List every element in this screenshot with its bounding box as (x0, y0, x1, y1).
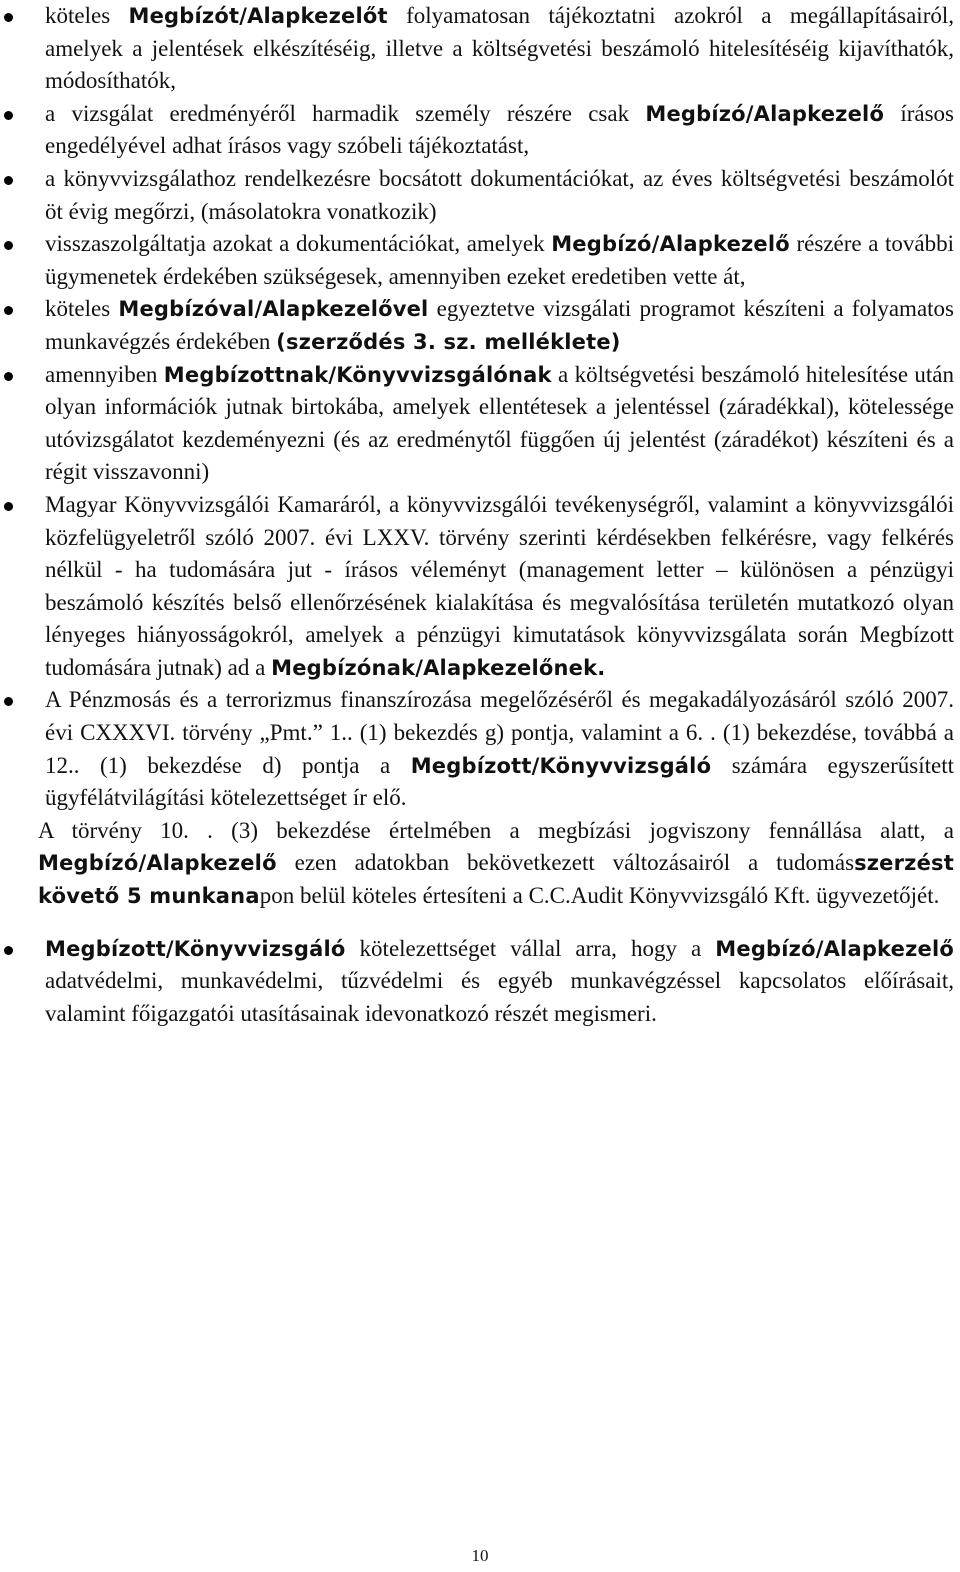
bullet-icon (4, 241, 13, 250)
list-item (0, 293, 960, 358)
text-run: amennyiben (45, 361, 164, 387)
bold-text: Megbízóval/Alapkezelővel (118, 297, 429, 322)
text-run: Magyar Könyvvizsgálói Kamaráról, a könyvvizsgálói tevékenységről, valamint a könyvvizsgálói közfelügyeletről szóló 2007. évi LXXV. törvény szerinti kérdésekben felkérésre, vagy felkérés nélkül - ha tudomására jut - írásos véleményt (management letter – különösen a pénzügyi beszámoló készítés belső ellenőrzésének kialakítása és megvalósítása területén mutatkozó olyan lényeges hiányosságokról, amelyek a pénzügyi kimutatások könyvvizsgálata során Megbízott tudomására jutnak) ad a (45, 491, 954, 680)
bold-text: Megbízó/Alapkezelő (38, 851, 277, 876)
bold-text: Megbízónak/Alapkezelőnek. (271, 655, 606, 680)
bullet-icon (4, 13, 13, 22)
bold-text: Megbízót/Alapkezelőt (128, 4, 388, 28)
bullet-list-final (0, 933, 960, 1031)
text-run: folyamatosan tájékoztatni azokról a megállapításairól, amelyek a jelentések elkészítéséig, illetve a költségvetési beszámoló hitelesítéséig kijavíthatók, módosíthatók, (45, 3, 955, 94)
list-item (0, 0, 960, 98)
text-run: köteles (45, 296, 119, 322)
bold-text: Megbízott/Könyvvizsgáló (45, 936, 346, 961)
bold-text: Megbízó/Alapkezelő (645, 101, 885, 126)
bullet-icon (4, 697, 13, 706)
text-run: részére a további ügymenetek érdekében szükségesek, amennyiben ezeket eredetiben vette át, (45, 231, 954, 289)
bullet-icon (4, 946, 13, 955)
bold-text: Megbízó/Alapkezelő (551, 232, 790, 257)
bullet-icon (4, 176, 13, 185)
text-run: írásos engedélyével adhat írásos vagy szóbeli tájékoztatást, (45, 100, 954, 159)
text-run: A törvény 10. . (3) bekezdése értelmében a megbízási jogviszony fennállása alatt, a (38, 817, 954, 843)
text-run: pon belül köteles értesíteni a C.C.Audit Könyvvizsgáló Kft. ügyvezetőjét. (259, 883, 940, 909)
text-run: számára egyszerűsített ügyfélátvilágítási kötelezettséget ír elő. (45, 752, 954, 811)
text-run: a költségvetési beszámoló hitelesítése után olyan információk jutnak birtokába, amelyek ellentétesek a jelentéssel (záradékkal), kötelessége utóvizsgálatot kezdeményezni (és az eredménytől függően új jelentést (záradékot) készíteni és a régit visszavonni) (45, 361, 955, 485)
bold-text: Megbízó/Alapkezelő (715, 936, 954, 961)
bullet-icon (4, 111, 13, 120)
text-run: A Pénzmosás és a terrorizmus finanszírozása megelőzéséről és megakadályozásáról szóló 2007. évi CXXXVI. törvény „Pmt.” 1.. (1) bekezdés g) pontja, valamint a 6. . (1) bekezdése, továbbá a 12.. (1) bekezdése d) pontja a (45, 687, 954, 778)
text-run: a könyvvizsgálathoz rendelkezésre bocsátott dokumentációkat, az éves költségvetési beszámolót öt évig megőrzi, (másolatokra vonatkozik) (45, 165, 954, 224)
list-item (0, 933, 960, 1031)
bullet-icon (4, 502, 13, 511)
text-run: kötelezettséget vállal arra, hogy a (345, 935, 716, 961)
bold-text: szerzést követő 5 munkana (38, 851, 954, 909)
bold-text: Megbízottnak/Könyvvizsgálónak (163, 362, 552, 387)
list-item (0, 489, 960, 685)
list-item (0, 163, 960, 228)
list-item (0, 228, 960, 293)
bullet-icon (4, 306, 13, 315)
list-item (0, 98, 960, 163)
text-run: adatvédelmi, munkavédelmi, tűzvédelmi és egyéb munkavégzéssel kapcsolatos előírásait, valamint főigazgatói utasításainak idevonatkozó részét megismeri. (45, 968, 954, 1026)
bold-text: (szerződés 3. sz. melléklete) (276, 329, 621, 354)
list-item (0, 359, 960, 489)
page-number: 10 (471, 1546, 489, 1565)
bullet-icon (4, 372, 13, 381)
text-run: egyeztetve vizsgálati programot készíteni a folyamatos munkavégzés érdekében (45, 296, 954, 354)
list-item (0, 684, 960, 814)
text-run: a vizsgálat eredményéről harmadik személy részére csak (45, 100, 646, 126)
bold-text: Megbízott/Könyvvizsgáló (410, 753, 712, 778)
law-paragraph (0, 815, 960, 913)
text-run: köteles (45, 3, 129, 28)
text-run: visszaszolgáltatja azokat a dokumentációkat, amelyek (45, 231, 552, 257)
text-run: ezen adatokban bekövetkezett változásairól a tudomás (276, 850, 855, 876)
